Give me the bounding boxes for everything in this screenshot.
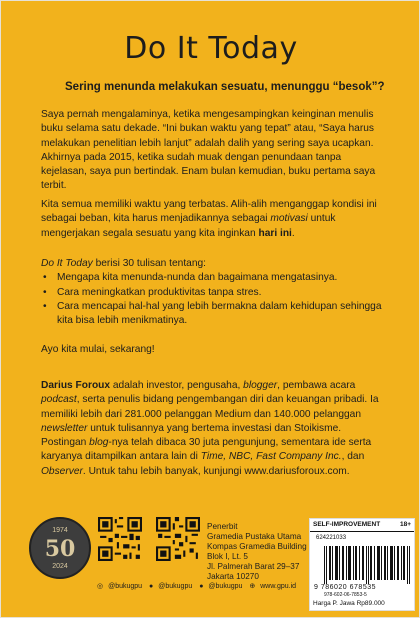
social-handle: @bukugpu — [208, 583, 243, 590]
publisher-line: Jl. Palmerah Barat 29–37 — [207, 562, 300, 571]
globe-icon: ⊕ — [249, 583, 256, 590]
text-run: adalah investor, pengusaha, — [110, 380, 244, 391]
text-run: , serta penulis bidang pengembangan diri dan keuangan pribadi. Ia memiliki lebih dari 281.000 pelanggan Medium dan 140.000 pelanggan — [41, 394, 379, 420]
barcode-label — [309, 518, 415, 611]
paragraph-motivation — [41, 198, 386, 241]
text-run: podcast — [41, 394, 77, 406]
text-run: Kita semua memiliki waktu yang terbatas. Alih-alih menganggap kondisi ini sebagai beban, kita harus menjadikannya sebagai — [41, 199, 377, 225]
list-item: • Cara meningkatkan produktivitas tanpa stres. — [41, 286, 386, 300]
book-title: Do It Today — [124, 31, 298, 66]
badge-year-start: 1974 — [52, 527, 68, 534]
tagline: Sering menunda melakukan sesuatu, menunggu “besok”? — [65, 81, 385, 93]
list-item: • Cara mencapai hal-hal yang lebih bermakna dalam kehidupan sehingga kita bisa lebih menikmatinya. — [41, 300, 386, 329]
twitter-icon: ● — [149, 583, 154, 590]
age-rating: 18+ — [399, 521, 411, 528]
badge-year-end: 2024 — [52, 563, 68, 570]
badge-number: 50 — [44, 536, 76, 562]
product-code: 624221033 — [316, 535, 347, 541]
barcode-number: 9 786020 678535 — [314, 584, 376, 591]
text-run: Observer — [41, 465, 83, 477]
text-run: Time, NBC, Fast Company Inc. — [200, 451, 342, 463]
qr-code — [98, 517, 142, 561]
text-run: berisi 30 tulisan tentang: — [92, 258, 207, 269]
text-run: newsletter — [41, 422, 88, 434]
text-run: blog — [89, 437, 109, 449]
anniversary-badge — [29, 517, 91, 579]
text-run: , dan — [341, 451, 365, 463]
book-title-inline: Do It Today — [41, 258, 93, 269]
barcode-icon — [324, 546, 410, 584]
call-to-action — [41, 343, 386, 357]
social-handle: @bukugpu — [108, 583, 143, 590]
emphasis-motivasi: motivasi — [270, 213, 308, 225]
text-run: . — [291, 227, 295, 239]
facebook-icon: ● — [199, 583, 204, 590]
text-run: . Untuk tahu lebih banyak, kunjungi www.dariusforoux.com. — [82, 465, 350, 477]
paragraph-text: Saya pernah mengalaminya, ketika mengesampingkan keinginan menulis buku selama satu dekade. “Ini bukan waktu yang tepat” atau, “Saya harus melakukan penelitian lebih lanjut” adalah dalih yang sering saya ucapkan. Akhirnya pada 2015, ketika sudah muak dengan penundaan tanpa kejelasan, saya pun bertindak. Enam bulan kemudian, buku pertama saya terbit. — [41, 109, 376, 192]
paragraph-intro — [41, 108, 386, 194]
publisher-line: Blok I, Lt. 5 — [207, 552, 248, 561]
text-run: , pembawa acara — [277, 380, 356, 391]
price: Harga P. Jawa Rp89.000 — [313, 600, 385, 607]
publisher-line: Jakarta 10270 — [207, 572, 259, 581]
website: www.gpu.id — [260, 583, 297, 590]
barcode-category: SELF-IMPROVEMENT — [313, 521, 381, 528]
list-item: • Mengapa kita menunda-nunda dan bagaimana mengatasinya. — [41, 271, 386, 285]
author-bio — [41, 379, 386, 479]
text-run: blogger — [243, 380, 278, 391]
qr-code — [156, 517, 200, 561]
author-name: Darius Foroux — [41, 380, 111, 391]
text-run: untuk tulisannya yang bertema investasi dan Stoikisme. Postingan — [41, 422, 342, 449]
publisher-line: Gramedia Pustaka Utama — [207, 532, 302, 541]
topic-list — [41, 271, 386, 328]
text-run: untuk mengerjakan segala sesuatu yang kita inginkan — [41, 213, 336, 239]
text-run: -nya telah dibaca 30 juta pengunjung, sementara ide serta karyanya ditampilkan antara lain di — [41, 437, 372, 463]
social-handle: @bukugpu — [158, 583, 193, 590]
emphasis-hari-ini: hari ini — [258, 227, 292, 239]
instagram-icon: ◎ — [97, 583, 104, 590]
publisher-line: Penerbit — [207, 522, 238, 531]
contents-section — [41, 257, 386, 328]
divider — [310, 531, 414, 532]
publisher-address — [207, 522, 307, 582]
publisher-line: Kompas Gramedia Building — [207, 542, 307, 551]
social-handles — [97, 582, 301, 590]
isbn: 978-602-06-7853-5 — [324, 592, 367, 598]
paragraph-text: Ayo kita mulai, sekarang! — [41, 344, 155, 355]
